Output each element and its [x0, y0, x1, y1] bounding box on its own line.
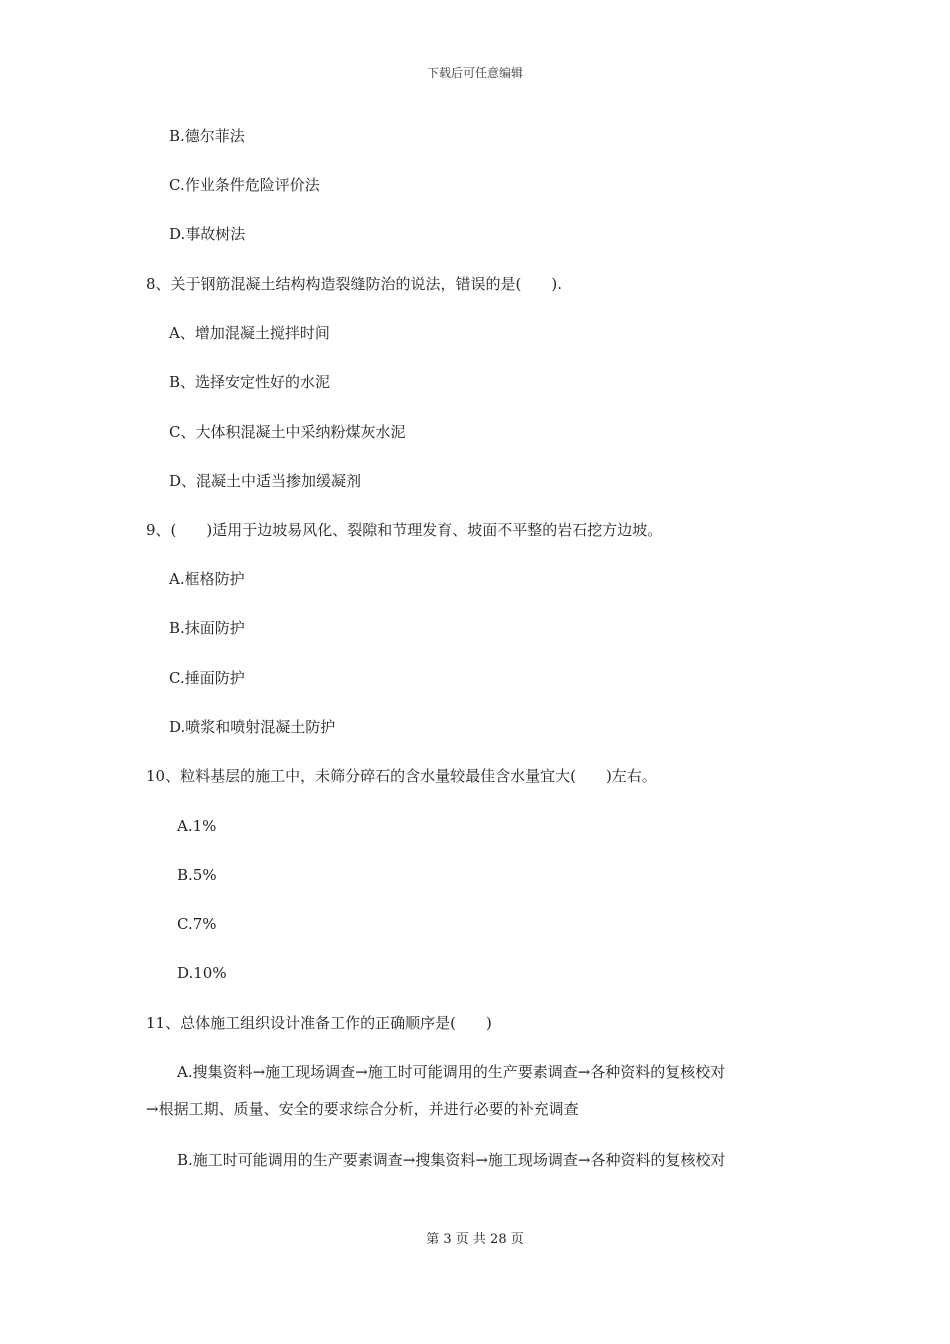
q10-option-a: A.1%	[177, 817, 217, 835]
q8-option-c: C、大体积混凝土中采纳粉煤灰水泥	[169, 423, 406, 441]
q8-stem: 8、关于钢筋混凝土结构构造裂缝防治的说法，错误的是( ).	[146, 275, 563, 293]
q8-option-a: A、增加混凝土搅拌时间	[169, 324, 330, 342]
page-header-note: 下载后可任意编辑	[426, 66, 523, 80]
q11-option-a-line2: →根据工期、质量、安全的要求综合分析，并进行必要的补充调查	[146, 1100, 579, 1118]
q9-option-a: A.框格防护	[169, 570, 245, 588]
q10-option-d: D.10%	[177, 964, 227, 982]
q9-option-d: D.喷浆和喷射混凝土防护	[169, 718, 336, 736]
q7-option-d: D.事故树法	[169, 225, 246, 243]
q7-option-c: C.作业条件危险评价法	[169, 176, 320, 194]
q11-option-a-line1: A.搜集资料→施工现场调查→施工时可能调用的生产要素调查→各种资料的复核校对	[177, 1063, 726, 1081]
q10-option-c: C.7%	[177, 915, 217, 933]
q10-option-b: B.5%	[177, 866, 217, 884]
q9-stem: 9、( )适用于边坡易风化、裂隙和节理发育、坡面不平整的岩石挖方边坡。	[146, 521, 663, 539]
q8-option-b: B、选择安定性好的水泥	[169, 373, 331, 391]
page-number-footer: 第 3 页 共 28 页	[426, 1232, 524, 1247]
q8-option-d: D、混凝土中适当掺加缓凝剂	[169, 472, 362, 490]
q7-option-b: B.德尔菲法	[169, 127, 245, 145]
q11-option-b: B.施工时可能调用的生产要素调查→搜集资料→施工现场调查→各种资料的复核校对	[177, 1151, 726, 1169]
q11-stem: 11、总体施工组织设计准备工作的正确顺序是( )	[146, 1014, 492, 1032]
q9-option-b: B.抹面防护	[169, 619, 245, 637]
q10-stem: 10、粒料基层的施工中，未筛分碎石的含水量较最佳含水量宜大( )左右。	[146, 767, 657, 785]
q9-option-c: C.捶面防护	[169, 669, 245, 687]
